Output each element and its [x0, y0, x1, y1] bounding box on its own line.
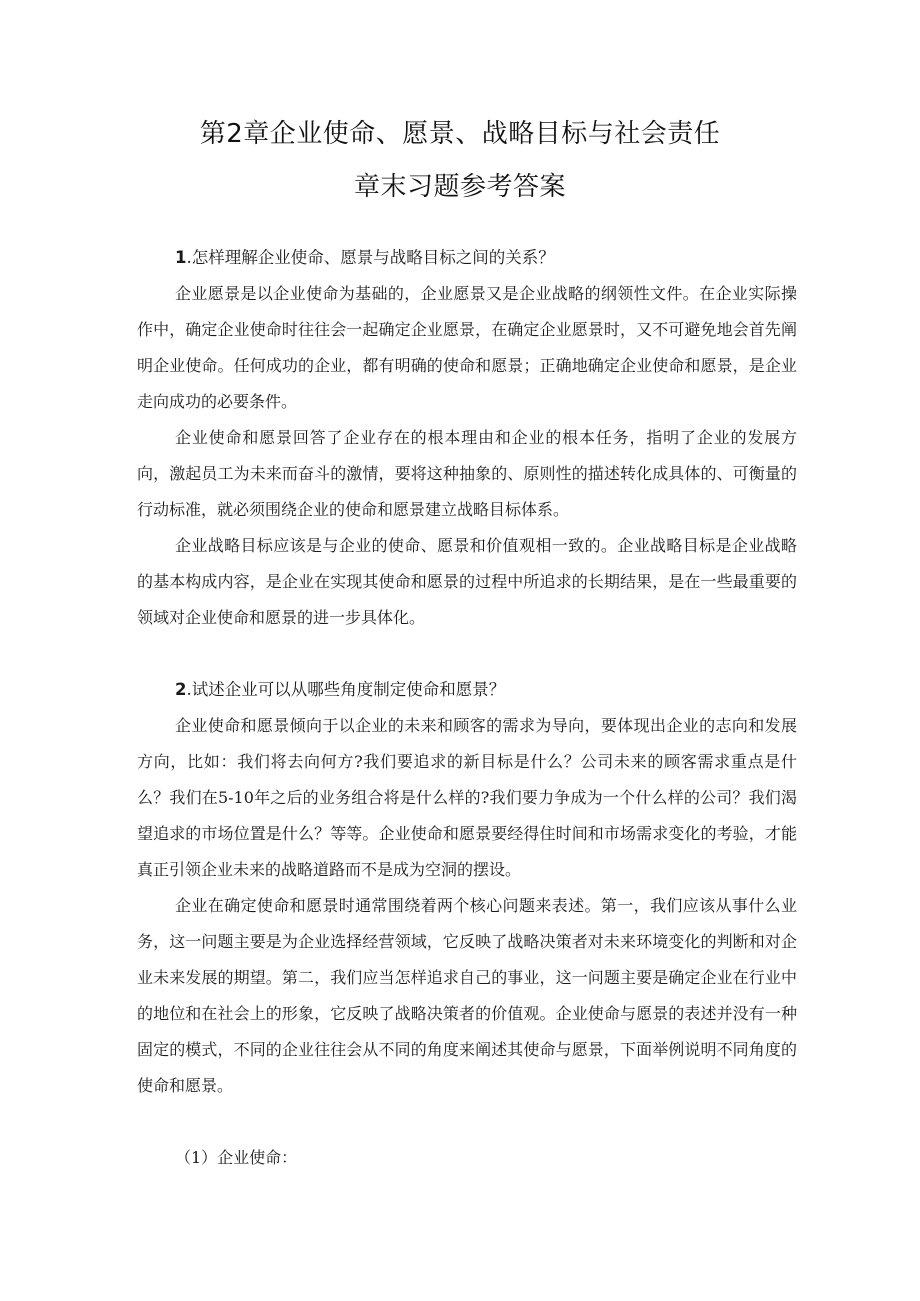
answer-1-paragraph-1: 企业愿景是以企业使命为基础的，企业愿景又是企业战略的纲领性文件。在企业实际操作中，确定企业使命时往往会一起确定企业愿景，在确定企业愿景时，又不可避免地会首先阐明企业使命。任何成功的企业，都有明确的使命和愿景；正确地确定企业使命和愿景，是企业走向成功的必要条件。 — [137, 284, 797, 411]
question-2-heading — [137, 672, 797, 708]
question-2-number: 2 — [175, 680, 187, 699]
question-1-heading — [137, 240, 797, 276]
answer-1-paragraph-2: 企业使命和愿景回答了企业存在的根本理由和企业的根本任务，指明了企业的发展方向，激起员工为未来而奋斗的激情，要将这种抽象的、原则性的描述转化成具体的、可衡量的行动标准，就必须围绕企业的使命和愿景建立战略目标体系。 — [137, 428, 797, 519]
question-1-text: .怎样理解企业使命、愿景与战略目标之间的关系？ — [186, 248, 555, 267]
sub-item-enterprise-mission: （1）企业使命： — [175, 1148, 298, 1167]
answer-2-paragraph-1: 企业使命和愿景倾向于以企业的未来和顾客的需求为导向，要体现出企业的志向和发展方向，比如：我们将去向何方?我们要追求的新目标是什么？公司未来的顾客需求重点是什么？我们在5-10年之后的业务组合将是什么样的?我们要力争成为一个什么样的公司？我们渴望追求的市场位置是什么？等等。企业使命和愿景要经得住时间和市场需求变化的考验，才能真正引领企业未来的战略道路而不是成为空洞的摆设。 — [137, 716, 797, 879]
answer-1-paragraph-3: 企业战略目标应该是与企业的使命、愿景和价值观相一致的。企业战略目标是企业战略的基本构成内容，是企业在实现其使命和愿景的过程中所追求的长期结果，是在一些最重要的领域对企业使命和愿景的进一步具体化。 — [137, 536, 797, 627]
document-body — [137, 240, 797, 1176]
question-1-number: 1 — [175, 248, 187, 267]
section-gap — [137, 636, 797, 672]
document-title: 第2章企业使命、愿景、战略目标与社会责任 — [199, 119, 721, 149]
section-gap — [137, 1104, 797, 1140]
document-subtitle: 章末习题参考答案 — [353, 172, 566, 202]
question-2-text: .试述企业可以从哪些角度制定使命和愿景？ — [186, 680, 506, 699]
answer-2-paragraph-2: 企业在确定使命和愿景时通常围绕着两个核心问题来表述。第一，我们应该从事什么业务，这一问题主要是为企业选择经营领域，它反映了战略决策者对未来环境变化的判断和对企业未来发展的期望。第二，我们应当怎样追求自己的事业，这一问题主要是确定企业在行业中的地位和在社会上的形象，它反映了战略决策者的价值观。企业使命与愿景的表述并没有一种固定的模式，不同的企业往往会从不同的角度来阐述其使命与愿景，下面举例说明不同角度的使命和愿景。 — [137, 896, 797, 1095]
